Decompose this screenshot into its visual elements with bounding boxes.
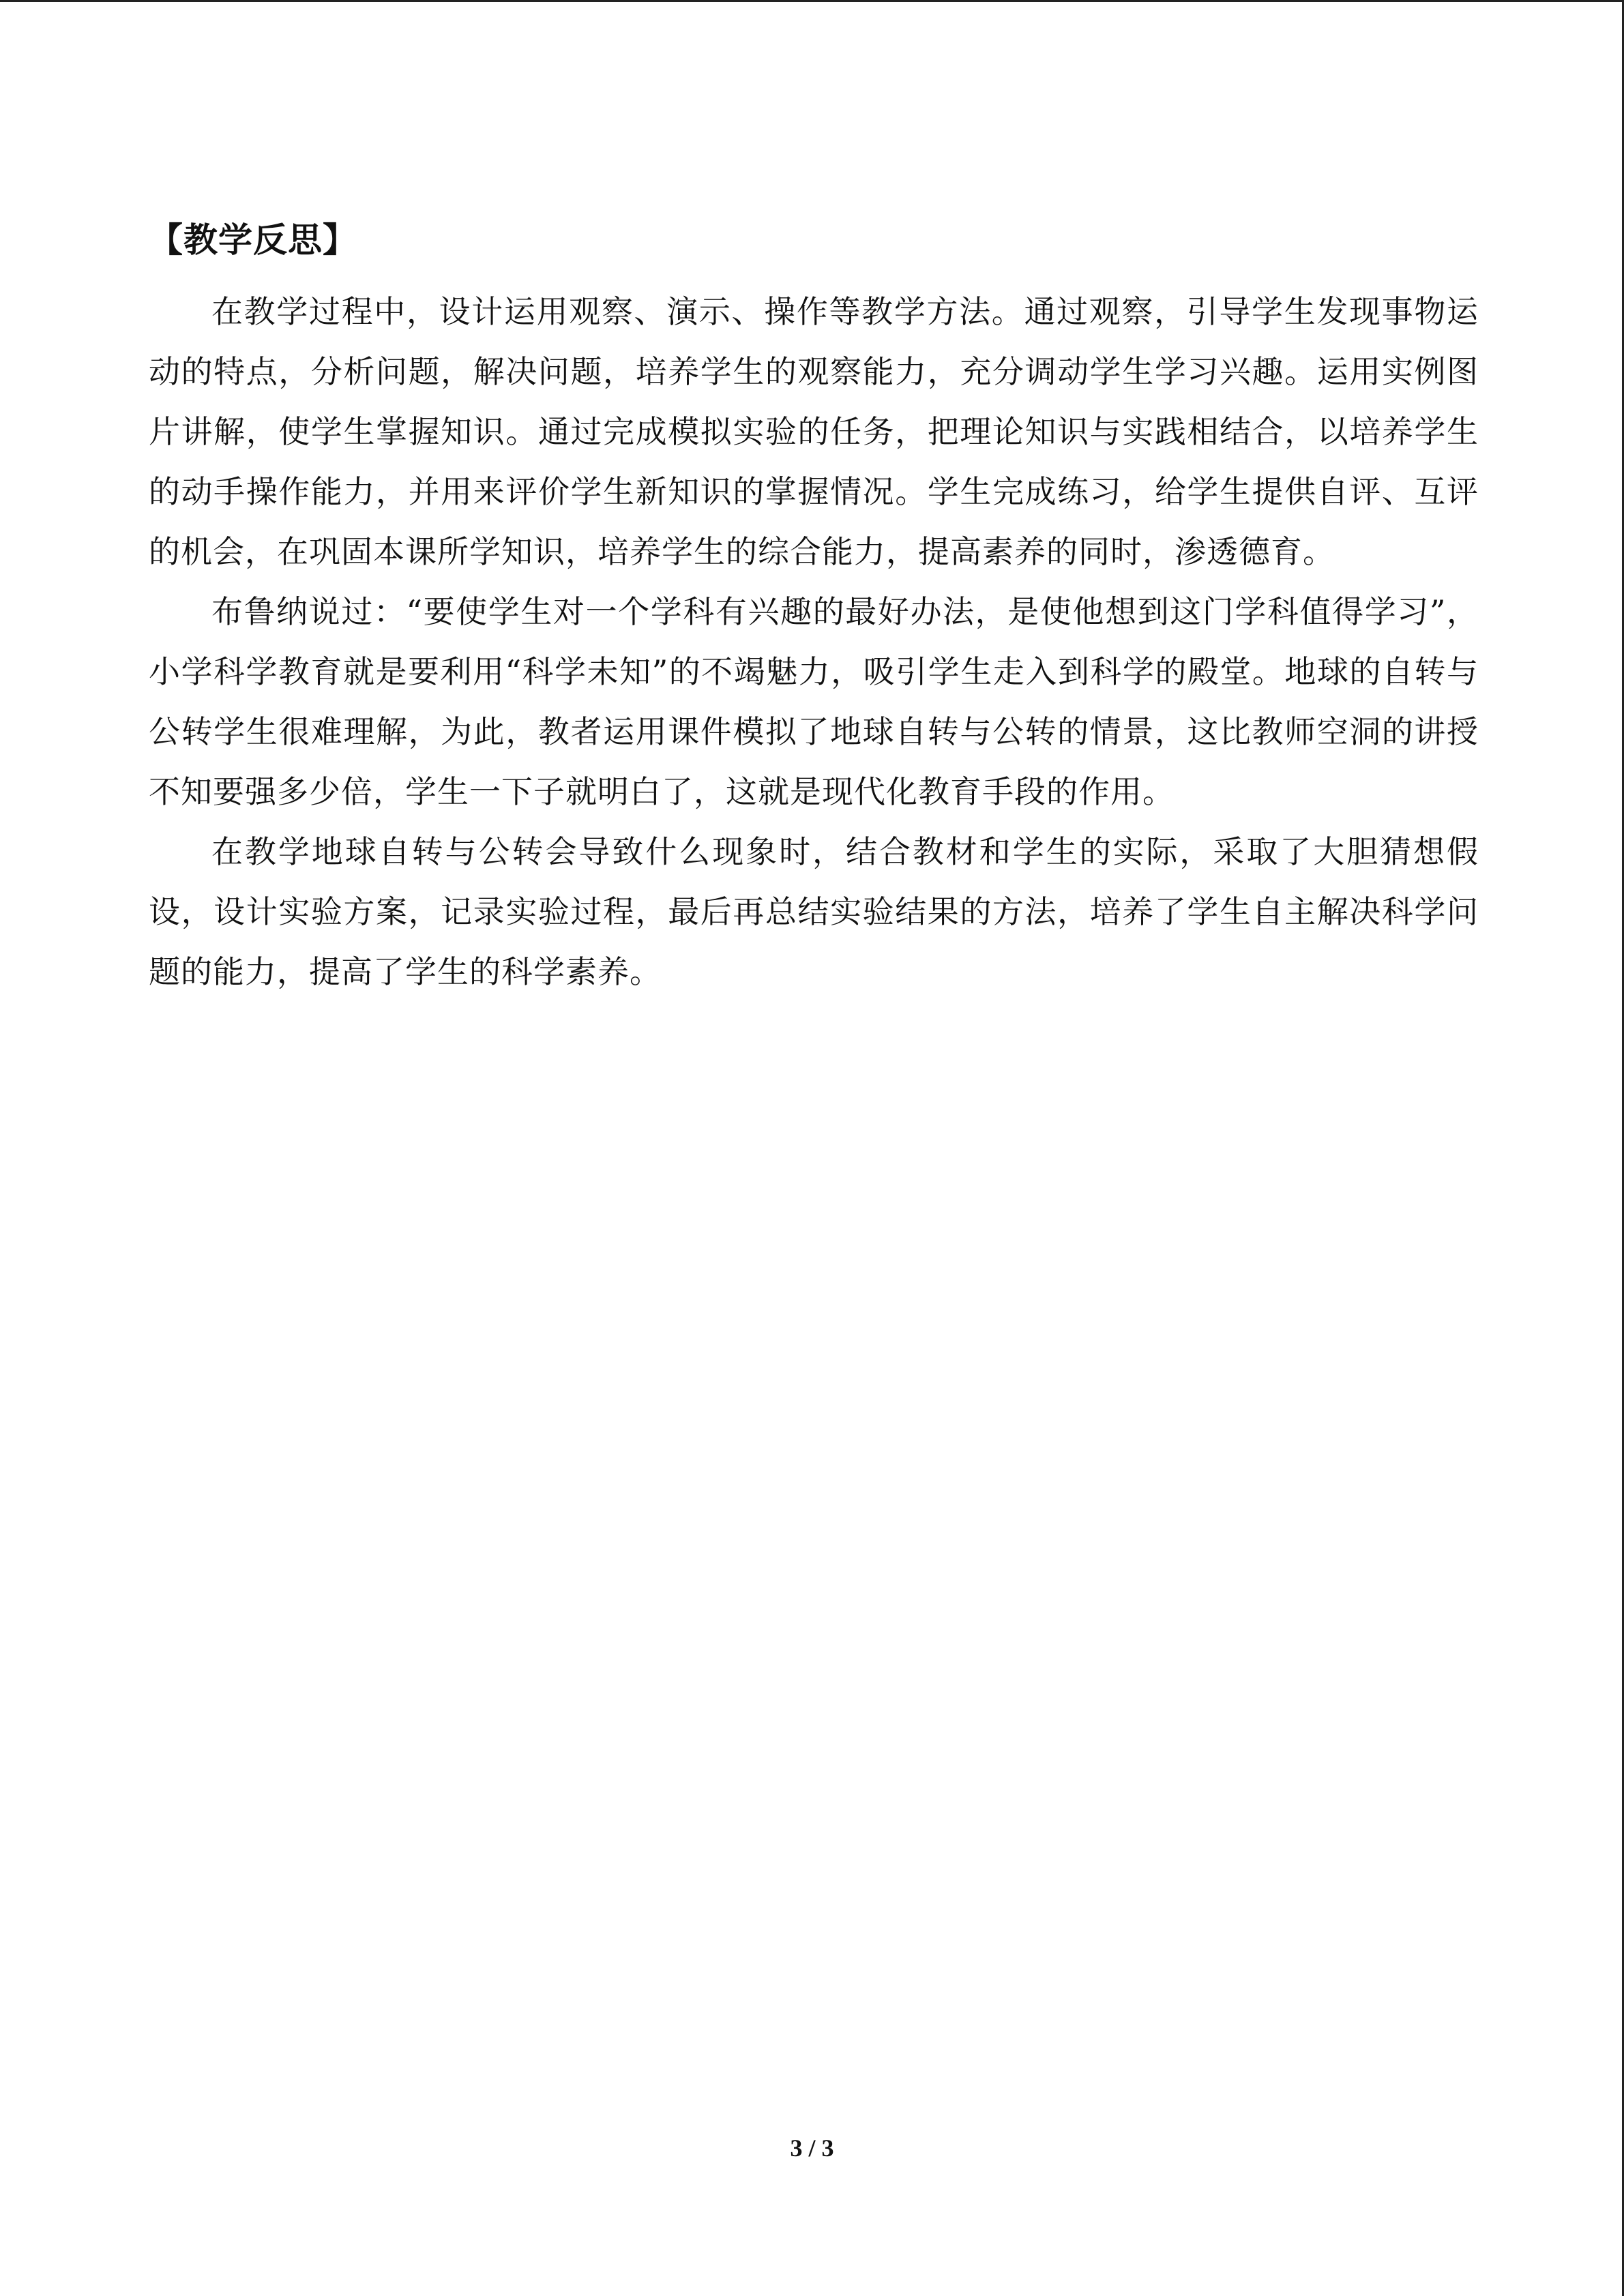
page-border-top bbox=[0, 0, 1624, 2]
document-body bbox=[149, 205, 1479, 1002]
paragraph-3: 在教学地球自转与公转会导致什么现象时，结合教材和学生的实际，采取了大胆猜想假设，设计实验方案，记录实验过程，最后再总结实验结果的方法，培养了学生自主解决科学问题的能力，提高了学生的科学素养。 bbox=[149, 833, 1479, 990]
paragraph-1: 在教学过程中，设计运用观察、演示、操作等教学方法。通过观察，引导学生发现事物运动的特点，分析问题，解决问题，培养学生的观察能力，充分调动学生学习兴趣。运用实例图片讲解，使学生掌握知识。通过完成模拟实验的任务，把理论知识与实践相结合，以培养学生的动手操作能力，并用来评价学生新知识的掌握情况。学生完成练习，给学生提供自评、互评的机会，在巩固本课所学知识，培养学生的综合能力，提高素养的同时，渗透德育。 bbox=[149, 293, 1479, 570]
page-number: 3 / 3 bbox=[790, 2134, 834, 2162]
section-heading: 【教学反思】 bbox=[149, 220, 357, 260]
paragraph-2: 布鲁纳说过：“要使学生对一个学科有兴趣的最好办法，是使他想到这门学科值得学习”，小学科学教育就是要利用“科学未知”的不竭魅力，吸引学生走入到科学的殿堂。地球的自转与公转学生很难理解，为此，教者运用课件模拟了地球自转与公转的情景，这比教师空洞的讲授不知要强多少倍，学生一下子就明白了，这就是现代化教育手段的作用。 bbox=[149, 593, 1479, 810]
